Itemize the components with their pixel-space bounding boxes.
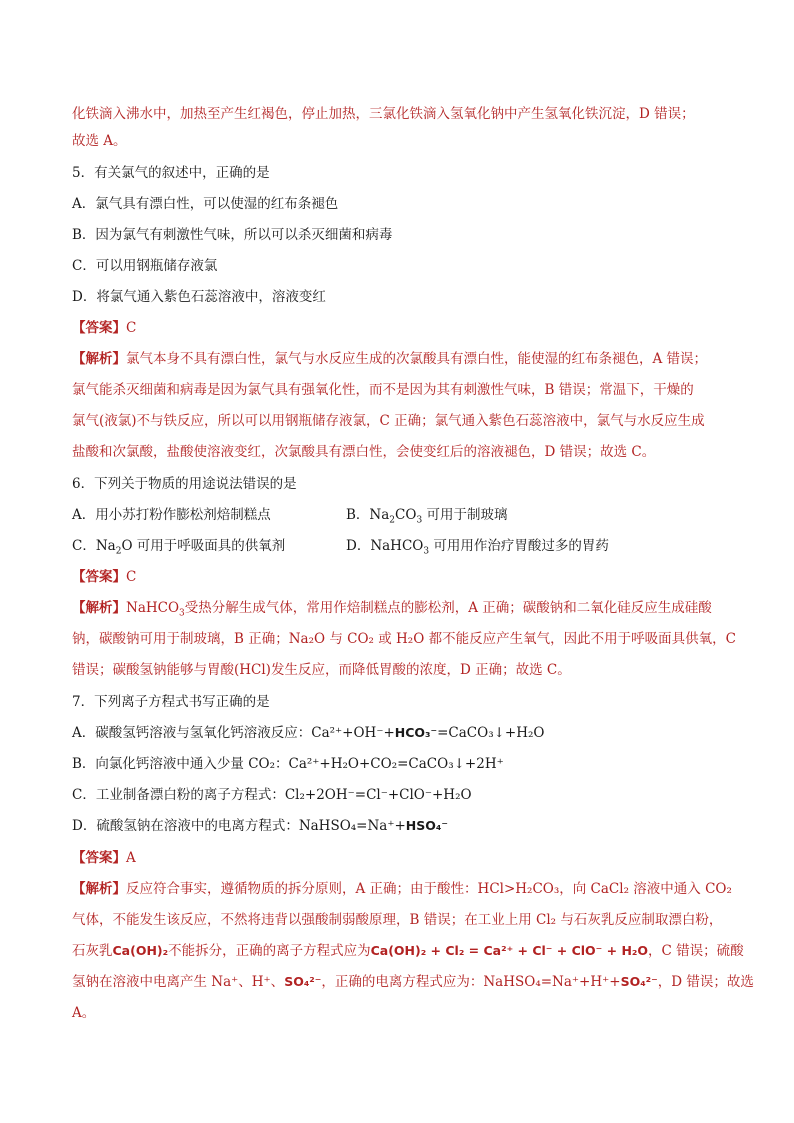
- q6-analysis-line-2: 钠，碳酸钠可用于制玻璃，B 正确；Na₂O 与 CO₂ 或 H₂O 都不能反应产生氧气，因此不用于呼吸面具供氧，C: [72, 631, 736, 647]
- q5-option-c: C．可以用钢瓶储存液氯: [72, 258, 218, 274]
- q7-analysis-line-5: A。: [72, 1005, 96, 1021]
- analysis-tag: 【解析】: [72, 881, 126, 897]
- formula-image: HCO₃⁻: [394, 725, 438, 740]
- q5-option-b: B．因为氯气有刺激性气味，所以可以杀灭细菌和病毒: [72, 227, 393, 243]
- q7-answer: [72, 848, 136, 868]
- q7-option-c: C．工业制备漂白粉的离子方程式：Cl₂+2OH⁻=Cl⁻+ClO⁻+H₂O: [72, 787, 472, 803]
- q5-answer-value: C: [126, 320, 137, 336]
- q6-options-row-1: [72, 505, 732, 525]
- analysis-tag: 【解析】: [72, 600, 126, 616]
- formula-image: Ca(OH)₂: [112, 943, 169, 958]
- q6-option-d: D．NaHCO$_3$ 可用用作治疗胃酸过多的胃药: [346, 538, 609, 557]
- q5-analysis-text-1: 氯气本身不具有漂白性，氯气与水反应生成的次氯酸具有漂白性，能使湿的红布条褪色，A 错误；: [126, 351, 708, 367]
- q7-analysis-line-3: 石灰乳Ca(OH)₂不能拆分，正确的离子方程式应为Ca(OH)₂ + Cl₂ = Ca²⁺ + Cl⁻ + ClO⁻ + H₂O，C 错误；硫酸: [72, 943, 744, 959]
- q5-analysis-line-3: 氯气(液氯)不与铁反应，所以可以用钢瓶储存液氯，C 正确；氯气通入紫色石蕊溶液中，氯气与水反应生成: [72, 413, 705, 429]
- formula-image: Ca(OH)₂ + Cl₂ = Ca²⁺ + Cl⁻ + ClO⁻ + H₂O: [370, 943, 649, 958]
- q7-option-d: D．硫酸氢钠在溶液中的电离方程式：NaHSO₄=Na⁺+HSO₄⁻: [72, 818, 448, 834]
- formula-image: SO₄²⁻: [284, 974, 322, 989]
- q5-analysis-line-2: 氯气能杀灭细菌和病毒是因为氯气具有强氧化性，而不是因为其有刺激性气味，B 错误；常温下，干燥的: [72, 382, 694, 398]
- q6-stem: 6．下列关于物质的用途说法错误的是: [72, 476, 297, 492]
- q5-analysis-line-1: [72, 349, 707, 369]
- q5-analysis-line-4: 盐酸和次氯酸，盐酸使溶液变红，次氯酸具有漂白性，会使变红后的溶液褪色，D 错误；故选 C。: [72, 444, 656, 460]
- q7-analysis-line-4: 氢钠在溶液中电离产生 Na⁺、H⁺、SO₄²⁻，正确的电离方程式应为：NaHSO₄=Na⁺+H⁺+SO₄²⁻，D 错误；故选: [72, 974, 754, 990]
- q6-options-row-2: [72, 536, 732, 556]
- analysis-tag: 【解析】: [72, 351, 126, 367]
- q7-analysis-line-2: 气体，不能发生该反应，不然将违背以强酸制弱酸原理，B 错误；在工业上用 Cl₂ 与石灰乳反应制取漂白粉，: [72, 912, 723, 928]
- q7-option-b: B．向氯化钙溶液中通入少量 CO₂：Ca²⁺+H₂O+CO₂=CaCO₃↓+2H⁺: [72, 756, 504, 772]
- prev-analysis-line-1: 化铁滴入沸水中，加热至产生红褐色，停止加热，三氯化铁滴入氢氧化钠中产生氢氧化铁沉淀，D 错误；: [72, 106, 695, 122]
- q6-option-b: B．$Na_2CO_3$ 可用于制玻璃: [346, 507, 508, 526]
- q7-stem: 7．下列离子方程式书写正确的是: [72, 694, 270, 710]
- q7-answer-value: A: [126, 850, 136, 866]
- q6-analysis-line-1: 【解析】NaHCO$_3$受热分解生成气体，常用作焙制糕点的膨松剂，A 正确；碳酸钠和二氧化硅反应生成硅酸: [72, 600, 712, 619]
- q6-answer: [72, 567, 136, 587]
- q7-analysis-line-1: 【解析】反应符合事实，遵循物质的拆分原则，A 正确；由于酸性：HCl>H₂CO₃，向 CaCl₂ 溶液中通入 CO₂: [72, 881, 732, 897]
- q6-analysis-line-3: 错误；碳酸氢钠能够与胃酸(HCl)发生反应，而降低胃酸的浓度，D 正确；故选 C。: [72, 662, 571, 678]
- formula-image: HSO₄⁻: [405, 818, 448, 833]
- q7-option-a: A．碳酸氢钙溶液与氢氧化钙溶液反应：Ca²⁺+OH⁻+HCO₃⁻=CaCO₃↓+H₂O: [72, 725, 545, 741]
- q5-option-a: A．氯气具有漂白性，可以使湿的红布条褪色: [72, 196, 339, 212]
- q5-option-d: D．将氯气通入紫色石蕊溶液中，溶液变红: [72, 289, 326, 305]
- answer-tag: 【答案】: [72, 569, 126, 585]
- q6-option-c: C．$Na_2O$ 可用于呼吸面具的供氧剂: [72, 538, 286, 557]
- q5-answer: [72, 318, 136, 338]
- formula-image: SO₄²⁻: [620, 974, 658, 989]
- prev-analysis-line-2: 故选 A。: [72, 133, 127, 149]
- q5-stem: 5．有关氯气的叙述中，正确的是: [72, 165, 270, 181]
- answer-tag: 【答案】: [72, 850, 126, 866]
- q6-answer-value: C: [126, 569, 137, 585]
- answer-tag: 【答案】: [72, 320, 126, 336]
- q6-option-a: A．用小苏打粉作膨松剂焙制糕点: [72, 507, 271, 523]
